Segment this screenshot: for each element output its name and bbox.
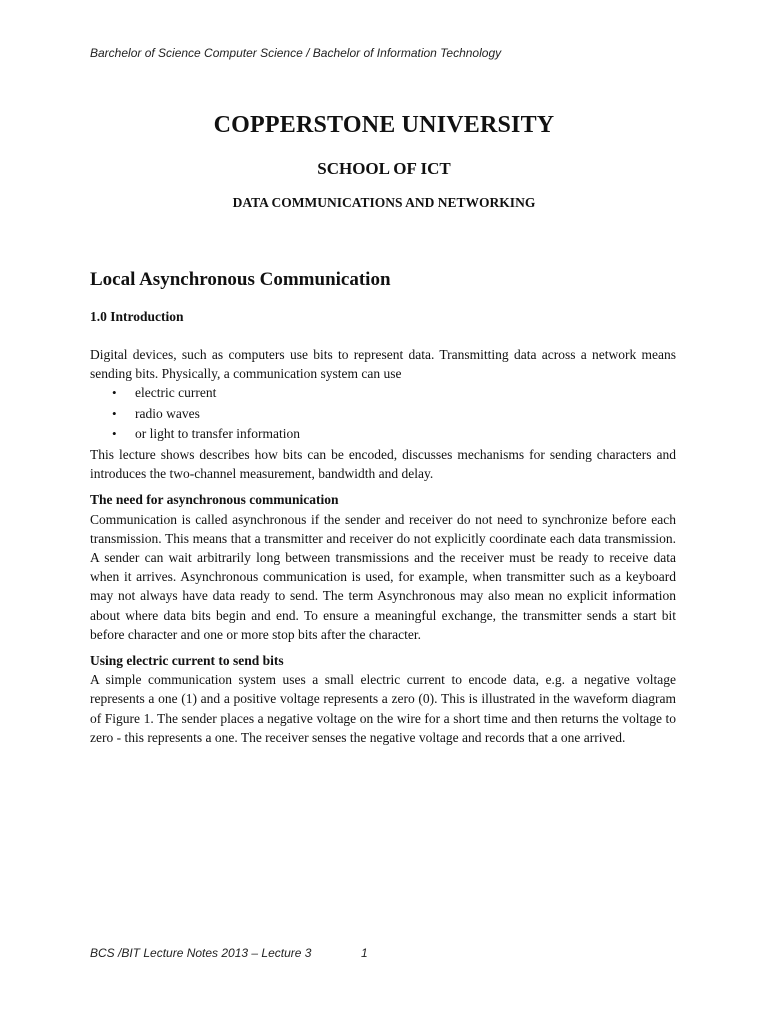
course-title: DATA COMMUNICATIONS AND NETWORKING: [232, 195, 536, 210]
list-item: • or light to transfer information: [135, 424, 676, 445]
intro-paragraph: Digital devices, such as computers use bits to represent data. Transmitting data across a network means sending bits. Physically, a communication system can use: [90, 347, 676, 382]
page-number: 1: [361, 946, 368, 960]
intro-heading: 1.0 Introduction: [90, 309, 184, 324]
university-title: COPPERSTONE UNIVERSITY: [213, 112, 555, 138]
electric-current-heading: Using electric current to send bits: [90, 652, 284, 668]
medium-list: [90, 383, 676, 445]
footer-notes: BCS /BIT Lecture Notes 2013 – Lecture 3: [90, 946, 312, 960]
list-item: • electric current: [135, 383, 676, 404]
electric-current-paragraph: A simple communication system uses a small electric current to encode data, e.g. a negative voltage represents a one (1) and a positive voltage represents a zero (0). This is illustrated in the waveform diagram of Figure 1. The sender places a negative voltage on the wire for a short time and then returns the voltage to zero - this represents a one. The receiver senses the negative voltage and records that a one arrived.: [90, 672, 676, 745]
lecture-summary-paragraph: This lecture shows describes how bits can be encoded, discusses mechanisms for sending characters and introduces the two-channel measurement, bandwidth and delay.: [90, 446, 676, 482]
running-header: Barchelor of Science Computer Science / Bachelor of Information Technology: [90, 46, 502, 60]
async-heading: The need for asynchronous communication: [90, 492, 339, 508]
async-paragraph: Communication is called asynchronous if the sender and receiver do not need to synchronize before each transmission. This means that a transmitter and receiver do not explicitly coordinate each data transmission. A sender can wait arbitrarily long between transmissions and the receiver must be ready to receive data when it arrives. Asynchronous communication is used, for example, when transmitter such as a keyboard may not always have data ready to send. The term Asynchronous may also mean no explicit information about where data bits begin and end. To ensure a meaningful exchange, the transmitter sends a start bit before character and one or more stop bits after the character.: [90, 511, 676, 642]
section-title: Local Asynchronous Communication: [90, 269, 391, 290]
school-title: SCHOOL OF ICT: [317, 159, 451, 178]
body-content: [90, 345, 676, 747]
list-item: • radio waves: [135, 404, 676, 425]
